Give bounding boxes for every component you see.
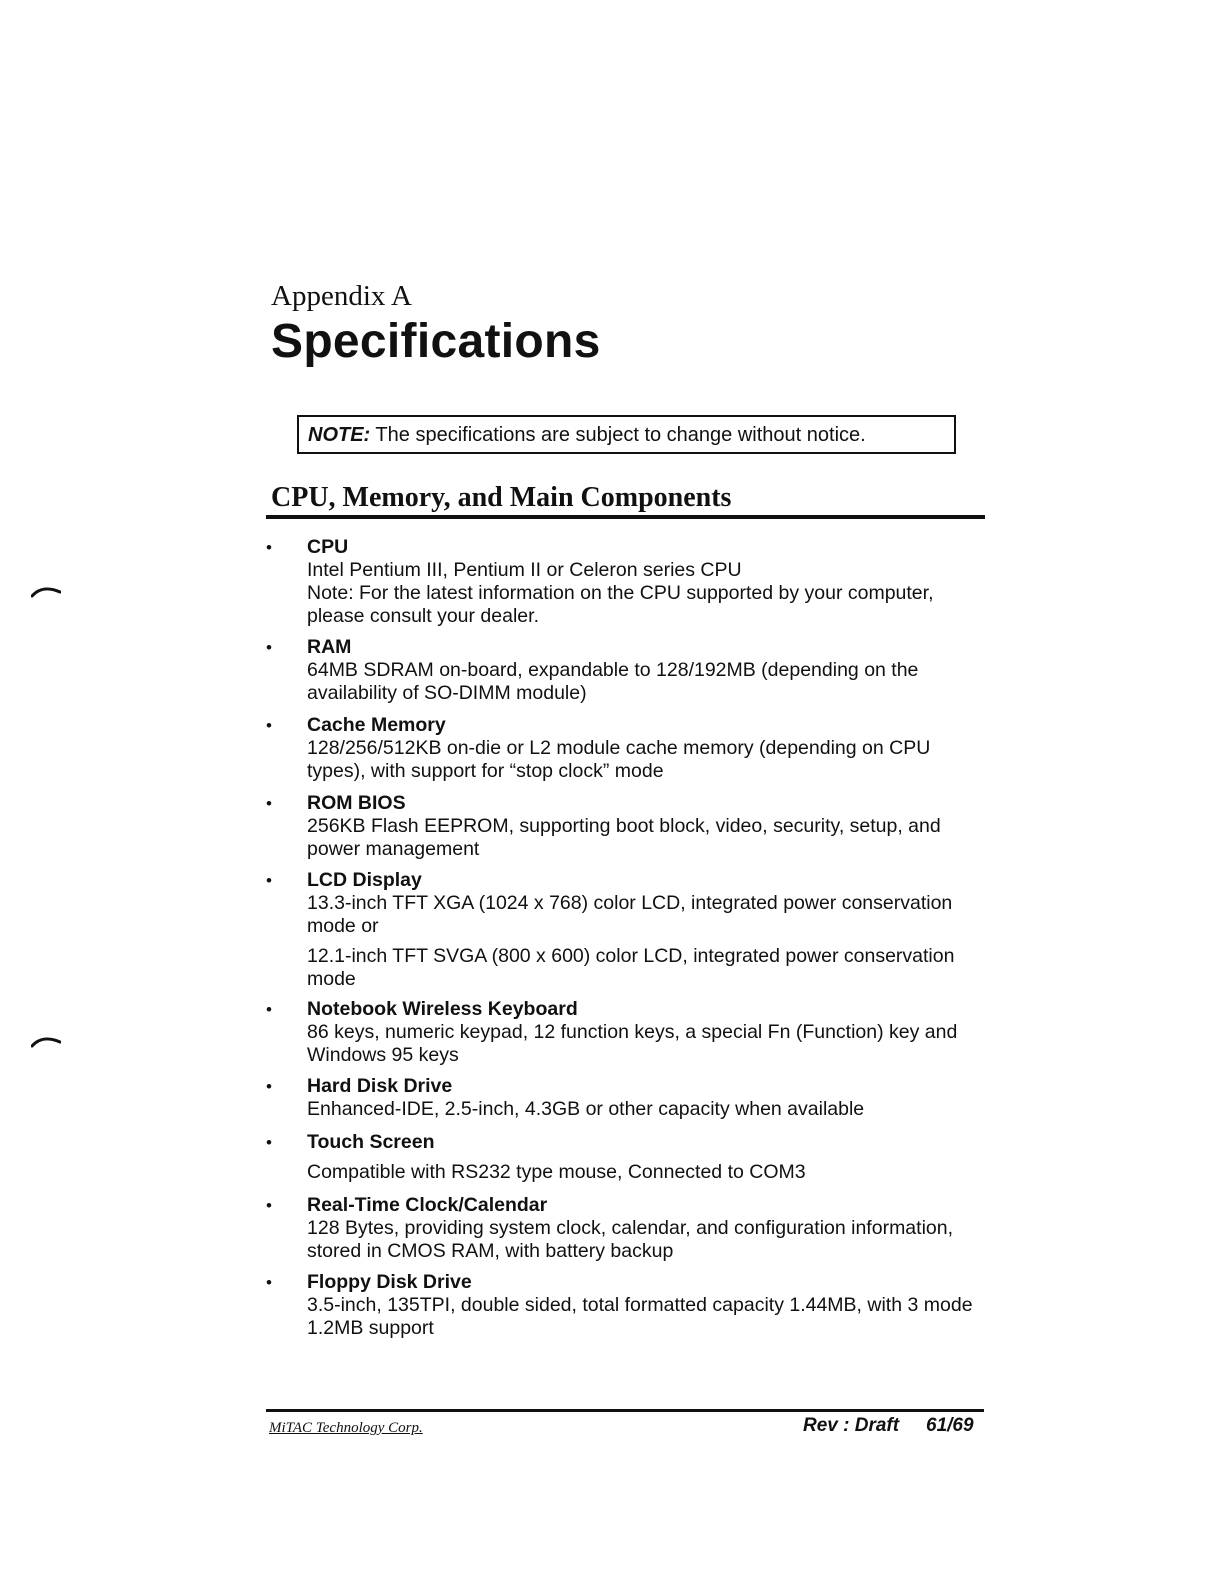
section-heading: CPU, Memory, and Main Components <box>271 482 732 513</box>
spec-line: please consult your dealer. <box>307 605 539 627</box>
note-box <box>297 415 956 454</box>
spec-title: Floppy Disk Drive <box>307 1271 472 1293</box>
bullet-icon: • <box>266 1133 272 1152</box>
spec-title: LCD Display <box>307 869 422 891</box>
bullet-icon: • <box>266 1077 272 1096</box>
spec-title: Cache Memory <box>307 714 446 736</box>
spec-line: Note: For the latest information on the CPU supported by your computer, <box>307 582 934 604</box>
spec-line: 128 Bytes, providing system clock, calendar, and configuration information, <box>307 1217 954 1239</box>
bullet-icon: • <box>266 794 272 813</box>
note-label: NOTE: <box>308 424 371 446</box>
spec-content <box>307 636 987 705</box>
spec-line: Intel Pentium III, Pentium II or Celeron series CPU <box>307 559 742 581</box>
spec-content <box>307 998 987 1067</box>
spec-title: Touch Screen <box>307 1131 435 1153</box>
page-title: Specifications <box>271 315 601 368</box>
spec-content <box>307 1194 987 1263</box>
spec-line: Windows 95 keys <box>307 1044 459 1066</box>
spec-line: stored in CMOS RAM, with battery backup <box>307 1240 674 1262</box>
spec-content <box>307 1131 987 1184</box>
spec-title: RAM <box>307 636 352 658</box>
spec-line: 64MB SDRAM on-board, expandable to 128/192MB (depending on the <box>307 659 919 681</box>
bullet-icon: • <box>266 1273 272 1292</box>
spec-line: mode or <box>307 915 379 937</box>
spec-title: ROM BIOS <box>307 792 406 814</box>
spec-line: power management <box>307 838 480 860</box>
footer-divider <box>266 1409 984 1412</box>
appendix-label: Appendix A <box>271 280 412 312</box>
spec-line: Compatible with RS232 type mouse, Connected to COM3 <box>307 1161 806 1183</box>
spec-content <box>307 792 987 861</box>
spec-title: Hard Disk Drive <box>307 1075 453 1097</box>
spec-line: Enhanced-IDE, 2.5-inch, 4.3GB or other capacity when available <box>307 1098 865 1120</box>
spec-line: 256KB Flash EEPROM, supporting boot block, video, security, setup, and <box>307 815 941 837</box>
spec-line: 128/256/512KB on-die or L2 module cache memory (depending on CPU <box>307 737 931 759</box>
bullet-icon: • <box>266 871 272 890</box>
bullet-icon: • <box>266 716 272 735</box>
bullet-icon: • <box>266 1000 272 1019</box>
spec-title: Real-Time Clock/Calendar <box>307 1194 548 1216</box>
spec-line: availability of SO-DIMM module) <box>307 682 587 704</box>
spec-line: 86 keys, numeric keypad, 12 function keys, a special Fn (Function) key and <box>307 1021 958 1043</box>
section-divider <box>266 515 985 519</box>
spec-title: Notebook Wireless Keyboard <box>307 998 578 1020</box>
spec-line: 3.5-inch, 135TPI, double sided, total formatted capacity 1.44MB, with 3 mode <box>307 1294 973 1316</box>
spec-content <box>307 1271 987 1340</box>
spec-line: 1.2MB support <box>307 1317 434 1339</box>
spec-content <box>307 869 987 991</box>
binder-hole-mark <box>31 586 61 598</box>
bullet-icon: • <box>266 638 272 657</box>
spec-line: types), with support for “stop clock” mode <box>307 760 664 782</box>
spec-content <box>307 714 987 783</box>
footer-revision: Rev : Draft <box>803 1415 900 1436</box>
spec-content <box>307 1075 987 1121</box>
spec-line: mode <box>307 968 356 990</box>
bullet-icon: • <box>266 1196 272 1215</box>
spec-line: 13.3-inch TFT XGA (1024 x 768) color LCD, integrated power conservation <box>307 892 953 914</box>
footer-page-number: 61/69 <box>926 1415 974 1436</box>
bullet-icon: • <box>266 538 272 557</box>
binder-hole-mark <box>31 1036 61 1048</box>
spec-line: 12.1-inch TFT SVGA (800 x 600) color LCD, integrated power conservation <box>307 945 955 967</box>
footer-company: MiTAC Technology Corp. <box>269 1420 423 1436</box>
note-text: The specifications are subject to change without notice. <box>375 424 866 446</box>
spec-title: CPU <box>307 536 349 558</box>
spec-content <box>307 536 987 628</box>
